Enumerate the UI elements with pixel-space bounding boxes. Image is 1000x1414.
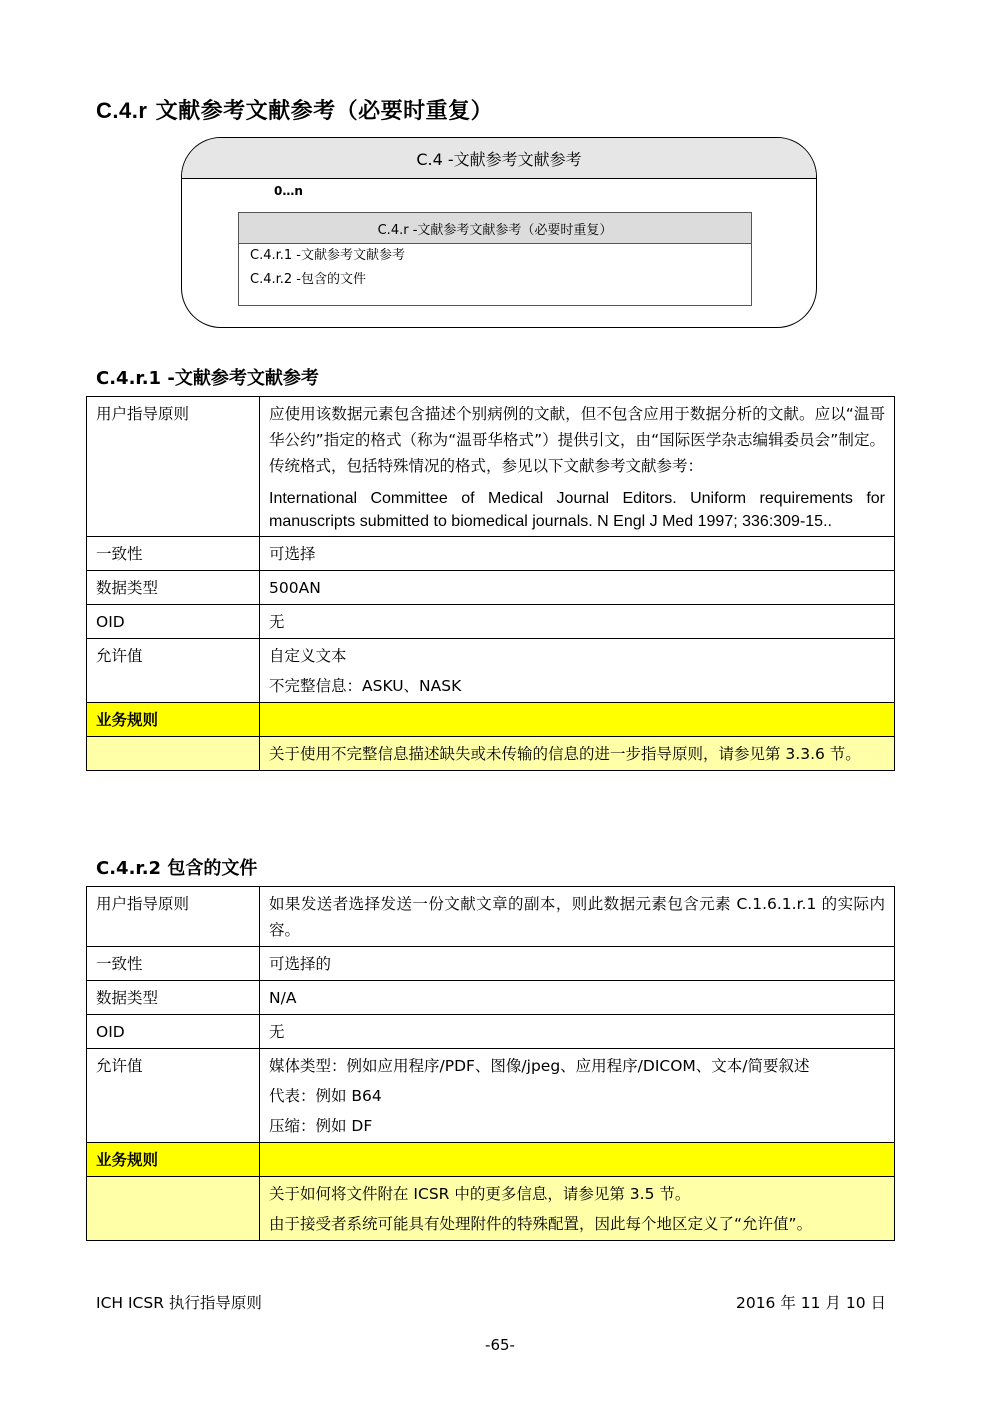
allowed-value: 压缩：例如 DF — [269, 1117, 373, 1135]
row-value — [260, 1049, 895, 1143]
row-value: N/A — [260, 981, 895, 1015]
row-value — [260, 1143, 895, 1177]
section2-heading: C.4.r.2 包含的文件 — [96, 858, 258, 879]
business-rule-text: 关于使用不完整信息描述缺失或未传输的信息的进一步指导原则，请参见第 3.3.6 节。 — [269, 745, 861, 763]
guideline-text: 应使用该数据元素包含描述个别病例的文献，但不包含应用于数据分析的文献。应以“温哥华公约”指定的格式（称为“温哥华格式”）提供引文，由“国际医学杂志编辑委员会”制定。传统格式，包括特殊情况的格式，参见以下文献参考文献参考： — [269, 405, 885, 475]
title-code: C.4.r — [96, 98, 148, 123]
footer-right: 2016 年 11 月 10 日 — [735, 1294, 886, 1312]
row-value: 无 — [260, 605, 895, 639]
row-label: 允许值 — [87, 639, 260, 703]
diagram-inner-box — [238, 212, 752, 306]
row-value — [260, 887, 895, 947]
row-label — [87, 1177, 260, 1241]
row-value: 可选择的 — [260, 947, 895, 981]
row-label: 数据类型 — [87, 981, 260, 1015]
table-row — [87, 947, 895, 981]
diagram-item-1: C.4.r.1 -文献参考文献参考 — [250, 248, 405, 263]
row-label: 一致性 — [87, 947, 260, 981]
table-row — [87, 397, 895, 537]
allowed-value: 不完整信息：ASKU、NASK — [269, 677, 462, 695]
row-label: OID — [87, 1015, 260, 1049]
business-rule-row — [87, 1177, 895, 1241]
diagram-multiplicity: 0…n — [274, 184, 303, 198]
row-value — [260, 703, 895, 737]
diagram-outer-label: C.4 -文献参考文献参考 — [182, 138, 816, 179]
diagram-item-2: C.4.r.2 -包含的文件 — [250, 272, 366, 287]
row-label: 业务规则 — [87, 1143, 260, 1177]
diagram-inner-label: C.4.r -文献参考文献参考（必要时重复） — [239, 213, 751, 244]
table-row — [87, 605, 895, 639]
row-label: 业务规则 — [87, 703, 260, 737]
row-label: 用户指导原则 — [87, 887, 260, 947]
allowed-value: 媒体类型：例如应用程序/PDF、图像/jpeg、应用程序/DICOM、文本/简要叙述 — [269, 1057, 810, 1075]
row-value — [260, 1177, 895, 1241]
row-value: 无 — [260, 1015, 895, 1049]
table-row — [87, 639, 895, 703]
row-label: 用户指导原则 — [87, 397, 260, 537]
row-value: 可选择 — [260, 537, 895, 571]
business-rule-header-row — [87, 703, 895, 737]
row-value — [260, 737, 895, 771]
business-rule-row — [87, 737, 895, 771]
table-row — [87, 1015, 895, 1049]
row-label: 允许值 — [87, 1049, 260, 1143]
row-label: OID — [87, 605, 260, 639]
row-label: 数据类型 — [87, 571, 260, 605]
row-value: 500AN — [260, 571, 895, 605]
row-value — [260, 639, 895, 703]
row-label: 一致性 — [87, 537, 260, 571]
table-row — [87, 1049, 895, 1143]
allowed-value: 代表：例如 B64 — [269, 1087, 382, 1105]
allowed-value: 自定义文本 — [269, 647, 347, 665]
section1-table — [86, 396, 895, 771]
guideline-citation: International Committee of Medical Journal Editors. Uniform requirements for manuscripts submitted to biomedical journals. N Engl J Med 1997; 336:309-15.. — [269, 490, 885, 530]
row-value — [260, 397, 895, 537]
page-title — [96, 94, 493, 125]
table-row — [87, 571, 895, 605]
section1-heading: C.4.r.1 -文献参考文献参考 — [96, 368, 319, 389]
structure-diagram — [181, 137, 817, 328]
section2-table — [86, 886, 895, 1241]
title-text: 文献参考文献参考（必要时重复） — [155, 99, 494, 124]
footer-left: ICH ICSR 执行指导原则 — [96, 1294, 262, 1312]
business-rule-text: 由于接受者系统可能具有处理附件的特殊配置，因此每个地区定义了“允许值”。 — [269, 1215, 813, 1233]
table-row — [87, 887, 895, 947]
table-row — [87, 537, 895, 571]
business-rule-text: 关于如何将文件附在 ICSR 中的更多信息，请参见第 3.5 节。 — [269, 1185, 691, 1203]
table-row — [87, 981, 895, 1015]
guideline-text: 如果发送者选择发送一份文献文章的副本，则此数据元素包含元素 C.1.6.1.r.1 的实际内容。 — [269, 895, 885, 939]
page-number: -65- — [485, 1336, 515, 1354]
row-label — [87, 737, 260, 771]
business-rule-header-row — [87, 1143, 895, 1177]
